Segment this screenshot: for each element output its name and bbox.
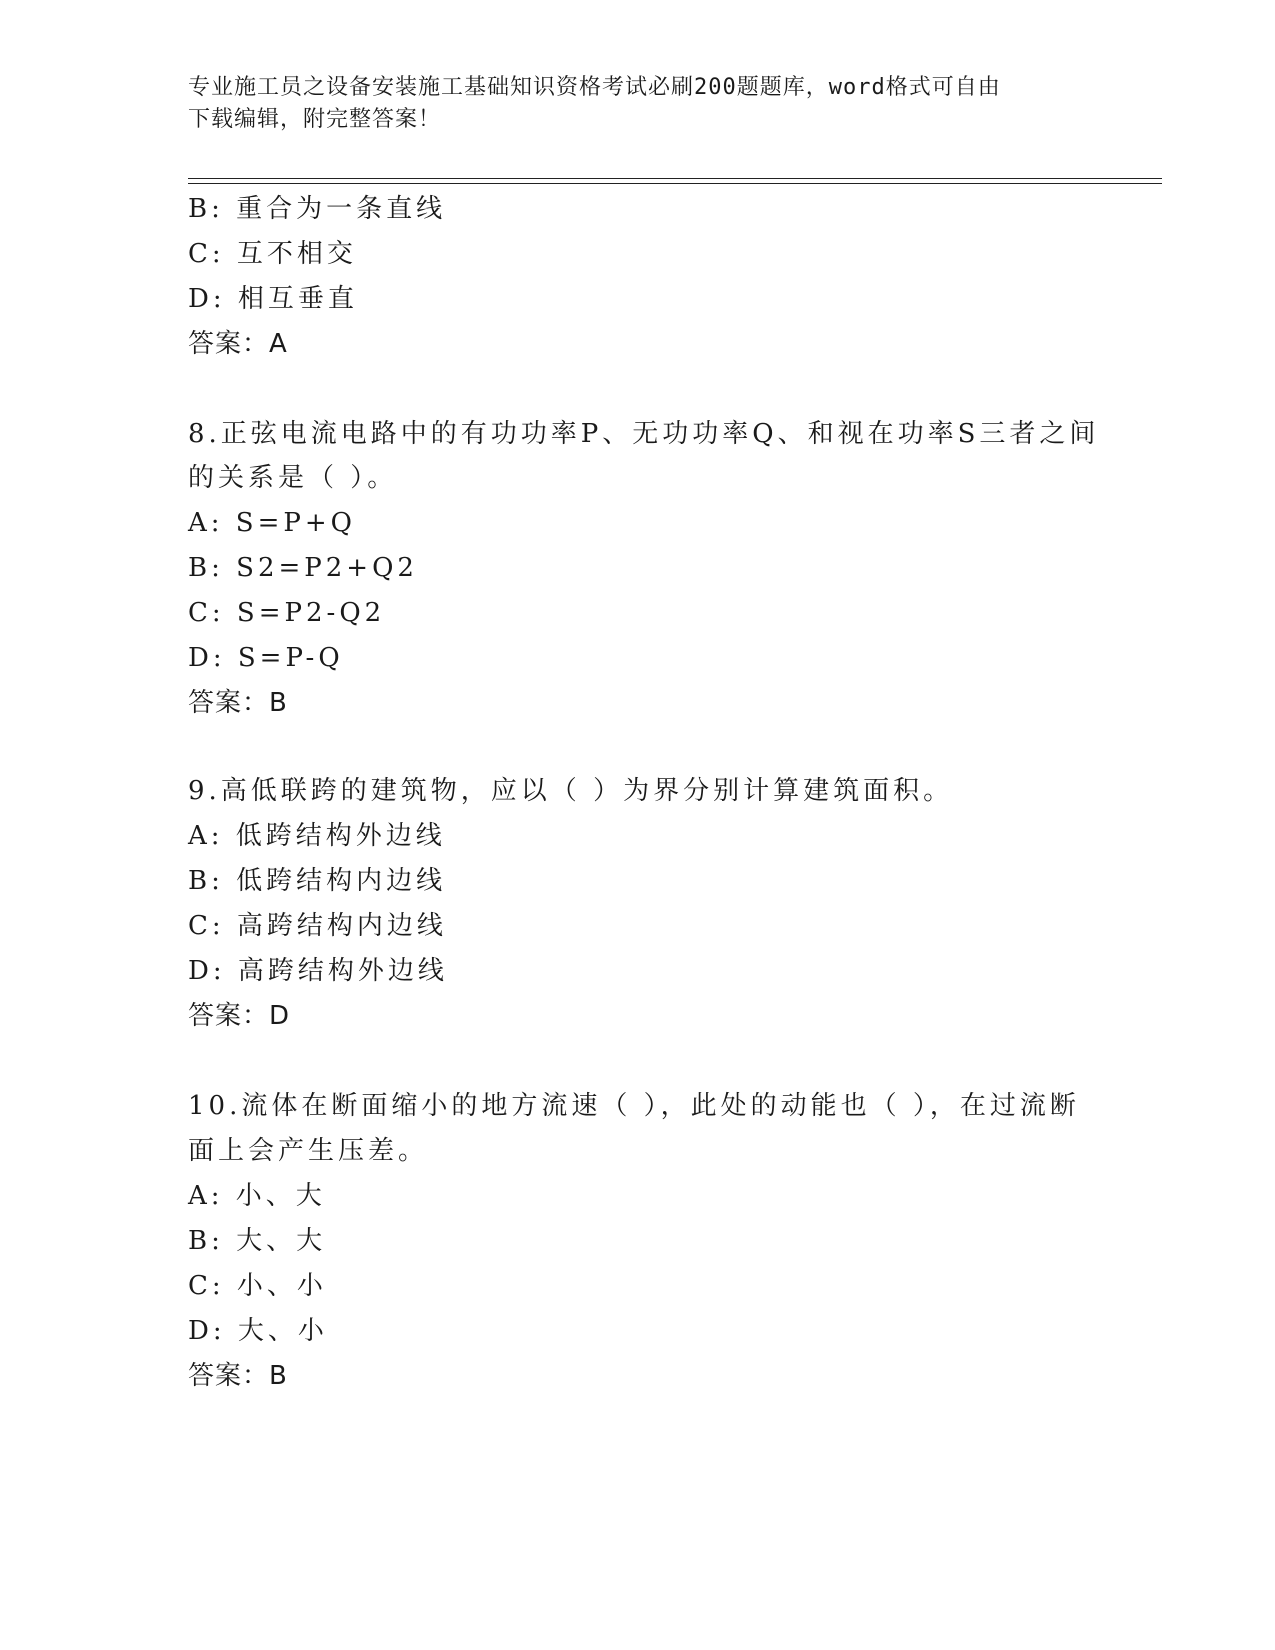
q9-option-d: D: 高跨结构外边线 (188, 956, 448, 986)
q10-answer: 答案：B (188, 1361, 288, 1391)
q10-option-b: B: 大、大 (188, 1226, 327, 1256)
q10-option-a: A: 小、大 (188, 1181, 326, 1211)
q9-stem-line-1: 9.高低联跨的建筑物，应以（ ）为界分别计算建筑面积。 (188, 776, 954, 806)
q10-option-d: D: 大、小 (188, 1316, 328, 1346)
prev-option-b: B: 重合为一条直线 (188, 194, 447, 224)
q10-stem-line-1: 10.流体在断面缩小的地方流速（ ），此处的动能也（ ），在过流断 (188, 1091, 1080, 1121)
prev-answer: 答案：A (188, 329, 288, 359)
q8-stem-line-1: 8.正弦电流电路中的有功功率P、无功功率Q、和视在功率S三者之间 (188, 419, 1100, 449)
page-header (188, 72, 1088, 136)
q10-option-c: C: 小、小 (188, 1271, 327, 1301)
q8-option-a: A: S=P+Q (188, 508, 356, 538)
q10-stem-line-2: 面上会产生压差。 (188, 1136, 429, 1166)
q8-option-c: C: S=P2-Q2 (188, 598, 386, 628)
header-divider-bottom (188, 183, 1162, 184)
header-line-1: 专业施工员之设备安装施工基础知识资格考试必刷200题题库，word格式可自由 (188, 75, 1001, 100)
q8-answer: 答案：B (188, 688, 288, 718)
q8-stem-line-2: 的关系是（ ）。 (188, 463, 398, 493)
header-line-2: 下载编辑，附完整答案！ (188, 107, 442, 132)
prev-option-c: C: 互不相交 (188, 239, 357, 269)
q9-option-a: A: 低跨结构外边线 (188, 821, 446, 851)
header-divider-top (188, 178, 1162, 179)
prev-option-d: D: 相互垂直 (188, 284, 358, 314)
q8-option-b: B: S2=P2+Q2 (188, 553, 418, 583)
q9-option-c: C: 高跨结构内边线 (188, 911, 447, 941)
q9-option-b: B: 低跨结构内边线 (188, 866, 447, 896)
q8-option-d: D: S=P-Q (188, 643, 344, 673)
q9-answer: 答案：D (188, 1001, 291, 1031)
